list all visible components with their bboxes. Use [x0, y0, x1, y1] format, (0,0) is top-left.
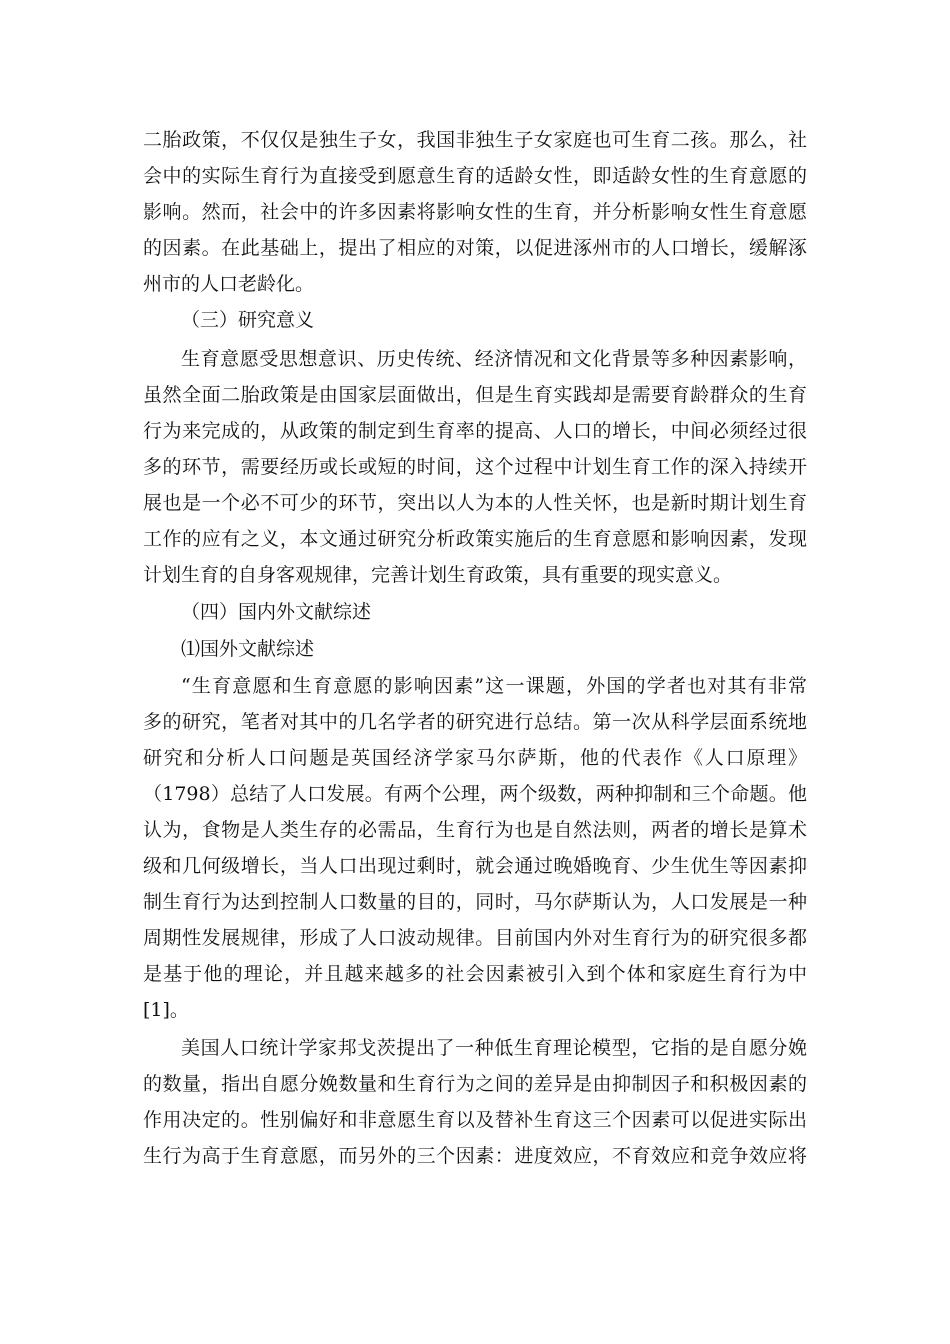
text-line: 美国人口统计学家邦戈茨提出了一种低生育理论模型，它指的是自愿分娩	[181, 1037, 807, 1059]
text-line: 行为来完成的，从政策的制定到生育率的提高、人口的增长，中间必须经过很	[143, 420, 807, 442]
text-line: 虽然全面二胎政策是由国家层面做出，但是生育实践却是需要育龄群众的生育	[143, 384, 807, 406]
subsection-heading-foreign-literature: ⑴国外文献综述	[181, 638, 315, 660]
text-line: 认为，食物是人类生存的必需品，生育行为也是自然法则，两者的增长是算术	[143, 819, 807, 841]
text-line: 周期性发展规律，形成了人口波动规律。目前国内外对生育行为的研究很多都	[143, 927, 807, 949]
text-line: 生行为高于生育意愿，而另外的三个因素：进度效应，不育效应和竞争效应将	[143, 1145, 807, 1167]
text-line: 计划生育的自身客观规律，完善计划生育政策，具有重要的现实意义。	[143, 564, 733, 586]
text-line: 工作的应有之义，本文通过研究分析政策实施后的生育意愿和影响因素，发现	[143, 528, 807, 550]
text-line: 会中的实际生育行为直接受到愿意生育的适龄女性，即适龄女性的生育意愿的	[143, 165, 807, 187]
text-line: 级和几何级增长，当人口出现过剩时，就会通过晚婚晚育、少生优生等因素抑	[143, 855, 807, 877]
text-line: 是基于他的理论，并且越来越多的社会因素被引入到个体和家庭生育行为中	[143, 963, 807, 985]
text-line: 研究和分析人口问题是英国经济学家马尔萨斯，他的代表作《人口原理》	[143, 747, 807, 769]
text-line: 的因素。在此基础上，提出了相应的对策，以促进涿州市的人口增长，缓解涿	[143, 237, 807, 259]
text-line: 多的研究，笔者对其中的几名学者的研究进行总结。第一次从科学层面系统地	[143, 711, 807, 733]
text-line: 作用决定的。性别偏好和非意愿生育以及替补生育这三个因素可以促进实际出	[143, 1109, 807, 1131]
text-line: [1]。	[143, 999, 189, 1021]
text-line: 多的环节，需要经历或长或短的时间，这个过程中计划生育工作的深入持续开	[143, 456, 807, 478]
text-line: 制生育行为达到控制人口数量的目的，同时，马尔萨斯认为，人口发展是一种	[143, 891, 807, 913]
text-line: “生育意愿和生育意愿的影响因素”这一课题，外国的学者也对其有非常	[181, 675, 807, 697]
section-heading-literature-review: （四）国内外文献综述	[181, 601, 372, 623]
text-line: 二胎政策，不仅仅是独生子女，我国非独生子女家庭也可生育二孩。那么，社	[143, 129, 807, 151]
section-heading-significance: （三）研究意义	[181, 309, 315, 331]
text-line: 影响。然而，社会中的许多因素将影响女性的生育，并分析影响女性生育意愿	[143, 201, 807, 223]
text-line: （1798）总结了人口发展。有两个公理，两个级数，两种抑制和三个命题。他	[143, 783, 807, 805]
text-line: 州市的人口老龄化。	[143, 273, 315, 295]
text-line: 的数量，指出自愿分娩数量和生育行为之间的差异是由抑制因子和积极因素的	[143, 1073, 807, 1095]
text-line: 生育意愿受思想意识、历史传统、经济情况和文化背景等多种因素影响，	[181, 348, 807, 370]
text-line: 展也是一个必不可少的环节，突出以人为本的人性关怀，也是新时期计划生育	[143, 492, 807, 514]
